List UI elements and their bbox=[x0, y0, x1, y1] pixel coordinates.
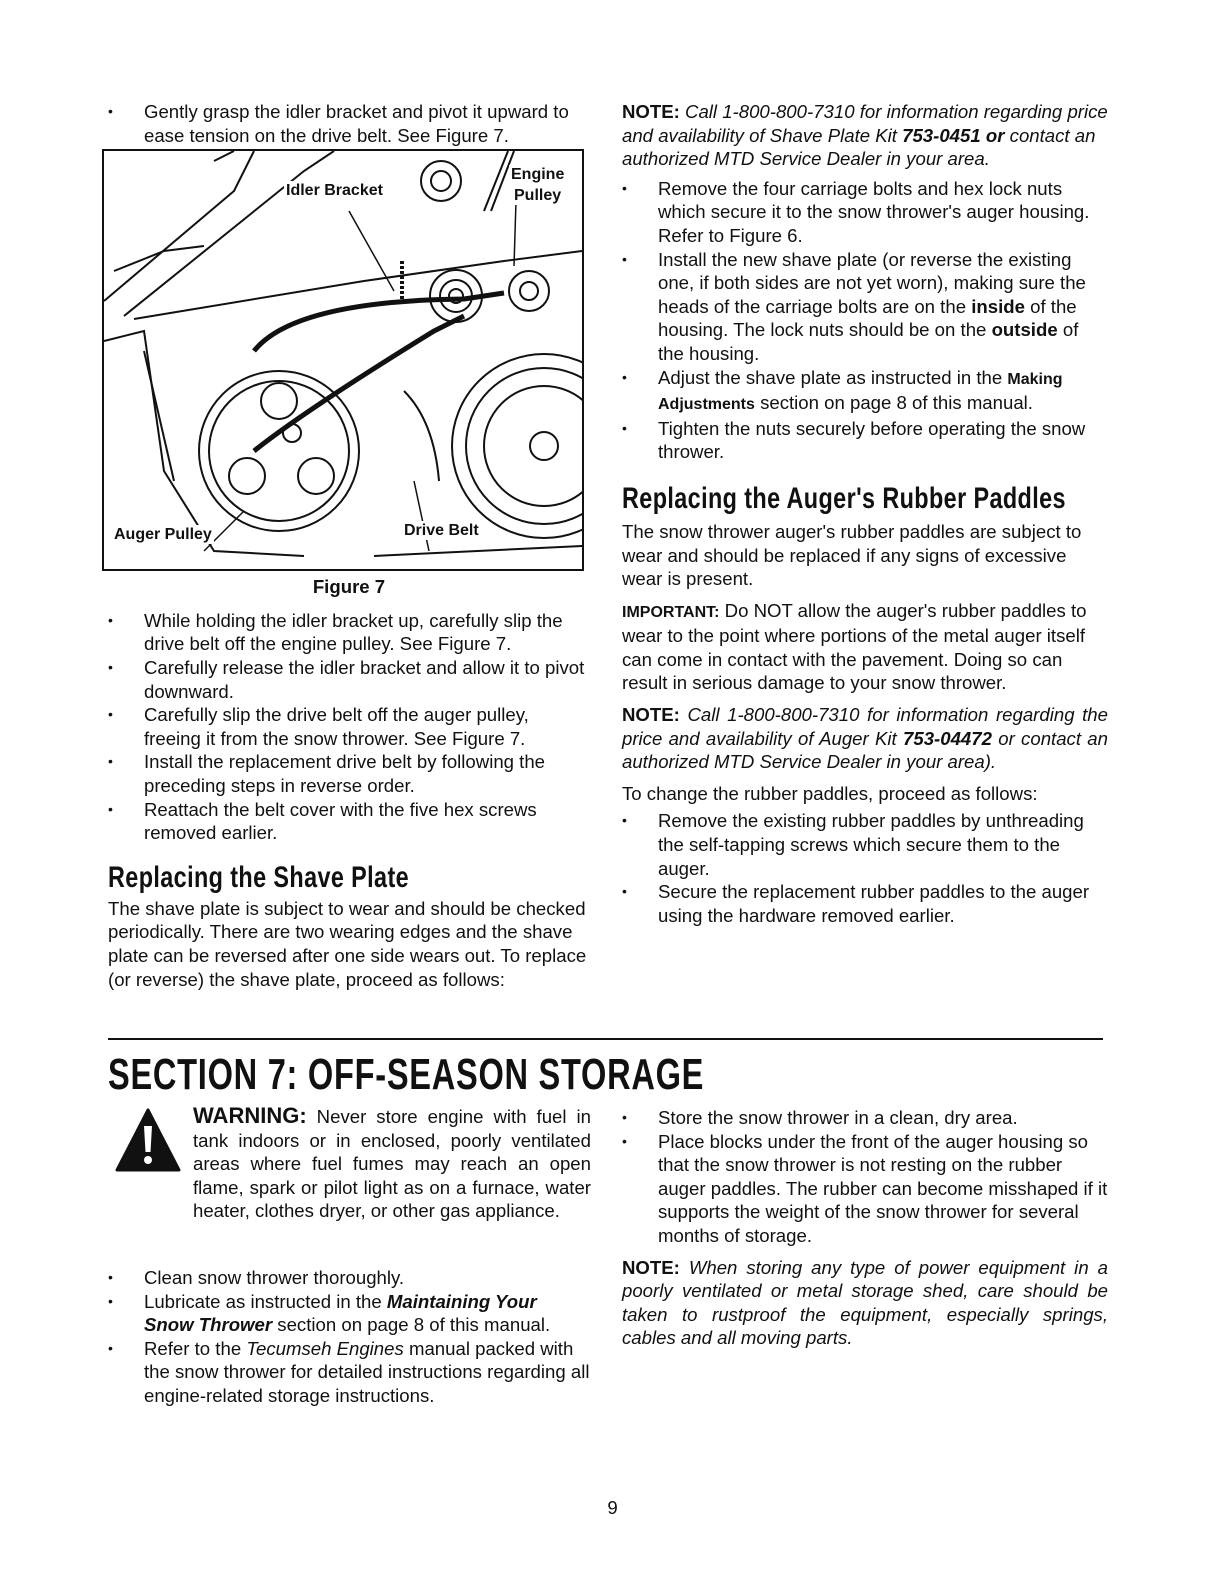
paddle-steps bbox=[622, 809, 1108, 927]
list-item: • Tighten the nuts securely before operating the snow thrower. bbox=[622, 417, 1108, 464]
label-pulley: Pulley bbox=[514, 187, 562, 205]
note-shave-kit: NOTE: Call 1-800-800-7310 for information regarding price and availability of Shave Plate Kit 753-0451 or contact an authorized MTD Service Dealer in your area. bbox=[622, 101, 1108, 170]
shave-plate-heading: Replacing the Shave Plate bbox=[108, 860, 410, 894]
list-item: • Clean snow thrower thoroughly. bbox=[108, 1266, 590, 1290]
list-item: • Reattach the belt cover with the five hex screws removed earlier. bbox=[108, 798, 590, 845]
list-item: • Lubricate as instructed in the Maintaining Your Snow Thrower section on page 8 of this manual. bbox=[108, 1290, 590, 1337]
figure-7-diagram bbox=[102, 149, 584, 571]
label-auger-pulley: Auger Pulley bbox=[114, 526, 212, 544]
list-item: • Carefully release the idler bracket and allow it to pivot downward. bbox=[108, 656, 590, 703]
warning-triangle-icon bbox=[115, 1108, 181, 1172]
note-auger-kit: NOTE: Call 1-800-800-7310 for information regarding the price and availability of Auger Kit 753-04472 or contact an authorized MTD Service Dealer in your area). bbox=[622, 704, 1108, 773]
shave-plate-paragraph: The shave plate is subject to wear and should be checked periodically. There are two wearing edges and the shave plate can be reversed after one side wears out. To replace (or reverse) the shave plate, proceed as follows: bbox=[108, 897, 587, 990]
section-divider bbox=[108, 1038, 1103, 1040]
list-item: • Place blocks under the front of the auger housing so that the snow thrower is not resting on the rubber auger paddles. The rubber can become misshaped if it supports the weight of the snow thrower for several months of storage. bbox=[622, 1130, 1108, 1248]
label-engine: Engine bbox=[511, 166, 565, 184]
right-column bbox=[622, 100, 1108, 927]
rubber-paddles-paragraph: The snow thrower auger's rubber paddles are subject to wear and should be replaced if any signs of excessive wear is present. bbox=[622, 520, 1082, 590]
storage-steps-right bbox=[622, 1106, 1108, 1248]
list-item: • Adjust the shave plate as instructed in the Making Adjustments section on page 8 of this manual. bbox=[622, 366, 1108, 417]
label-idler-bracket: Idler Bracket bbox=[286, 182, 383, 200]
storage-right-column bbox=[622, 1106, 1108, 1350]
storage-steps-left bbox=[108, 1266, 590, 1408]
rubber-paddles-heading: Replacing the Auger's Rubber Paddles bbox=[622, 481, 1066, 515]
list-item: • Secure the replacement rubber paddles to the auger using the hardware removed earlier. bbox=[622, 880, 1108, 927]
list-item: • Gently grasp the idler bracket and pivot it upward to ease tension on the drive belt. See Figure 7. bbox=[108, 100, 590, 147]
list-item: • Install the replacement drive belt by following the preceding steps in reverse order. bbox=[108, 750, 590, 797]
belt-steps-list bbox=[108, 609, 590, 845]
list-item: • Install the new shave plate (or reverse the existing one, if both sides are not yet worn), making sure the heads of the carriage bolts are on the inside of the housing. The lock nuts should be on the outside of the housing. bbox=[622, 248, 1108, 366]
list-item: • Store the snow thrower in a clean, dry area. bbox=[622, 1106, 1108, 1130]
label-drive-belt: Drive Belt bbox=[404, 522, 479, 540]
list-item: • Carefully slip the drive belt off the auger pulley, freeing it from the snow thrower. See Figure 7. bbox=[108, 703, 590, 750]
section-7-title: SECTION 7: OFF-SEASON STORAGE bbox=[108, 1050, 705, 1099]
list-item: • Remove the four carriage bolts and hex lock nuts which secure it to the snow thrower's auger housing. Refer to Figure 6. bbox=[622, 177, 1108, 248]
left-column bbox=[108, 100, 590, 991]
warning-text: Never store engine with fuel in tank indoors or in enclosed, poorly ventilated areas where fuel fumes may reach an open flame, spark or pilot light as on a furnace, water heater, clothes dryer, or other gas appliance. bbox=[193, 1106, 591, 1222]
list-item: • Remove the existing rubber paddles by unthreading the self-tapping screws which secure them to the auger. bbox=[622, 809, 1108, 880]
list-item: • While holding the idler bracket up, carefully slip the drive belt off the engine pulley. See Figure 7. bbox=[108, 609, 590, 656]
important-notice: IMPORTANT: Do NOT allow the auger's rubber paddles to wear to the point where portions of the metal auger itself can come in contact with the pavement. Doing so can result in serious damage to your snow thrower. bbox=[622, 599, 1087, 694]
warning-block bbox=[193, 1104, 591, 1223]
page-number: 9 bbox=[607, 1497, 618, 1518]
making-adjustments-reference: Making Adjustments bbox=[658, 370, 1063, 414]
note-storage: NOTE: When storing any type of power equipment in a poorly ventilated or metal storage shed, care should be taken to rustproof the equipment, especially springs, cables and all moving parts. bbox=[622, 1256, 1108, 1349]
belt-drive-diagram bbox=[104, 151, 582, 569]
figure-caption: Figure 7 bbox=[312, 576, 386, 598]
change-paddles-intro: To change the rubber paddles, proceed as follows: bbox=[622, 782, 1038, 804]
warning-label: WARNING: bbox=[193, 1103, 307, 1128]
maintaining-reference: Maintaining Your Snow Thrower bbox=[144, 1290, 537, 1336]
shave-plate-steps bbox=[622, 177, 1108, 464]
storage-left-column bbox=[108, 1266, 590, 1408]
list-item: • Refer to the Tecumseh Engines manual packed with the snow thrower for detailed instructions regarding all engine-related storage instructions. bbox=[108, 1337, 590, 1408]
intro-list bbox=[108, 100, 590, 147]
